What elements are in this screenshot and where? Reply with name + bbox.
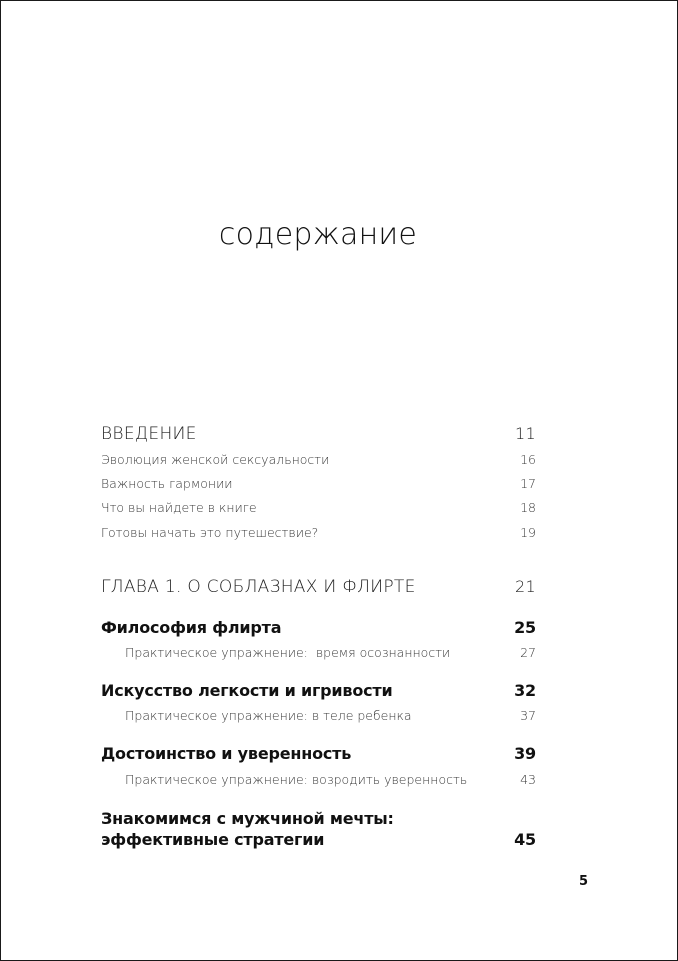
toc-intro-item <box>101 500 536 515</box>
toc-item-label: Важность гармонии <box>101 476 233 491</box>
toc-exercise-label: Практическое упражнение: возродить уверенность <box>125 772 468 787</box>
toc-chapter-heading <box>101 577 536 597</box>
toc-intro-item <box>101 452 536 467</box>
toc-section-multiline <box>101 808 536 850</box>
toc-section <box>101 618 536 637</box>
page-title: содержание <box>218 217 418 252</box>
toc-section-title: Достоинство и уверенность <box>101 744 352 763</box>
toc-section-title-block <box>101 808 394 850</box>
toc-introduction-heading <box>101 424 536 444</box>
toc-exercise <box>125 772 536 787</box>
toc-page-number: 27 <box>520 645 536 660</box>
toc-heading-label: ГЛАВА 1. О СОБЛАЗНАХ И ФЛИРТЕ <box>101 577 416 597</box>
toc-page-number: 21 <box>515 577 536 596</box>
toc-page-number: 37 <box>520 708 536 723</box>
toc-page-number: 39 <box>514 744 536 763</box>
toc-section-title: Искусство легкости и игривости <box>101 681 393 700</box>
toc-item-label: Готовы начать это путешествие? <box>101 525 319 540</box>
toc-page-number: 32 <box>514 681 536 700</box>
toc-exercise <box>125 645 536 660</box>
toc-page-number: 16 <box>520 452 536 467</box>
toc-exercise-label: Практическое упражнение: в теле ребенка <box>125 708 412 723</box>
toc-section-title-line: Знакомимся с мужчиной мечты: <box>101 809 394 828</box>
toc-page-number: 11 <box>515 424 536 443</box>
toc-section-title: Философия флирта <box>101 618 282 637</box>
toc-item-label: Эволюция женской сексуальности <box>101 452 330 467</box>
toc-page-number: 19 <box>520 525 536 540</box>
toc-intro-item <box>101 476 536 491</box>
toc-page-number: 43 <box>520 772 536 787</box>
toc-section <box>101 681 536 700</box>
toc-page-number: 17 <box>520 476 536 491</box>
toc-exercise <box>125 708 536 723</box>
toc-intro-item <box>101 525 536 540</box>
toc-section <box>101 744 536 763</box>
toc-page-number: 45 <box>514 830 536 849</box>
page-number: 5 <box>579 874 589 889</box>
toc-item-label: Что вы найдете в книге <box>101 500 257 515</box>
toc-page-number: 18 <box>520 500 536 515</box>
toc-heading-label: ВВЕДЕНИЕ <box>101 424 197 444</box>
toc-exercise-label: Практическое упражнение: время осознанности <box>125 645 451 660</box>
toc-section-title-line: эффективные стратегии <box>101 830 325 849</box>
toc-page-number: 25 <box>514 618 536 637</box>
